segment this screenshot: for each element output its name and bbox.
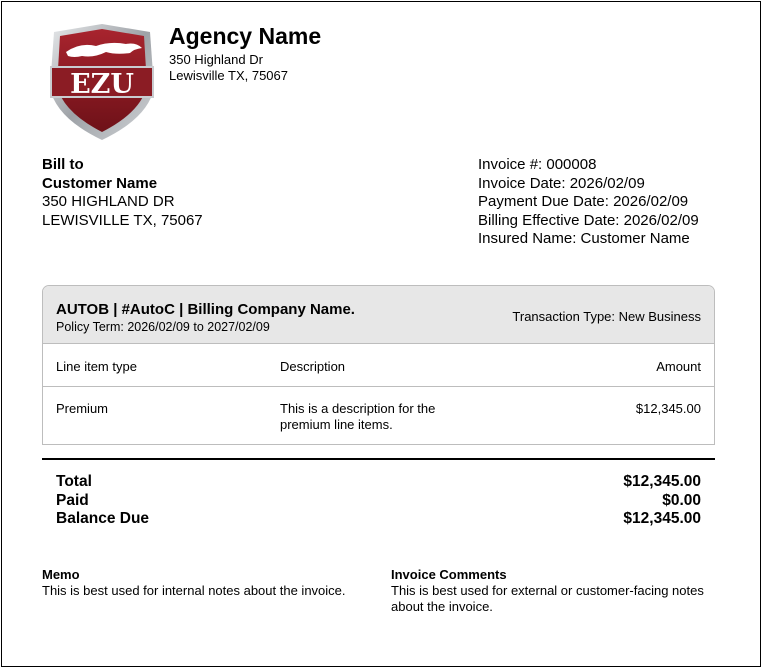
row-divider [43, 386, 714, 387]
totals-divider [42, 458, 715, 460]
policy-title: AUTOB | #AutoC | Billing Company Name. [56, 301, 355, 318]
line-item-type: Premium [56, 401, 109, 416]
line-item-description: This is a description for the premium line items. [280, 401, 436, 432]
memo-block [42, 567, 346, 599]
balance-due-label: Balance Due [56, 510, 150, 527]
invoice-comments-line2: about the invoice. [391, 599, 493, 614]
invoice-comments-block [391, 567, 704, 615]
paid-label: Paid [56, 492, 89, 509]
total-value: $12,345.00 [623, 473, 701, 490]
bill-to-block [42, 156, 203, 230]
invoice-comments-line1: This is best used for external or customer-facing notes [391, 583, 704, 598]
balance-due-value: $12,345.00 [623, 510, 701, 527]
column-header-description: Description [280, 359, 346, 374]
customer-address-line2: LEWISVILLE TX, 75067 [42, 211, 203, 229]
policy-header [43, 286, 714, 344]
customer-address-line1: 350 HIGHLAND DR [42, 193, 175, 210]
bill-to-heading: Bill to [42, 156, 84, 173]
memo-text: This is best used for internal notes about the invoice. [42, 583, 346, 598]
invoice-number: Invoice #: 000008 [478, 156, 597, 173]
policy-card [42, 285, 715, 445]
insured-name: Insured Name: Customer Name [478, 230, 690, 247]
column-header-line-item-type: Line item type [56, 359, 137, 374]
payment-due-date: Payment Due Date: 2026/02/09 [478, 193, 689, 210]
total-label: Total [56, 473, 92, 490]
line-item-amount: $12,345.00 [635, 401, 701, 416]
policy-term: Policy Term: 2026/02/09 to 2027/02/09 [56, 320, 270, 334]
memo-title: Memo [42, 567, 80, 582]
invoice-details [478, 156, 699, 249]
column-header-amount: Amount [656, 359, 701, 374]
transaction-type: Transaction Type: New Business [512, 309, 701, 324]
invoice-date: Invoice Date: 2026/02/09 [478, 174, 645, 192]
agency-address-line2: Lewisville TX, 75067 [169, 68, 288, 83]
paid-value: $0.00 [662, 492, 701, 509]
customer-name: Customer Name [42, 174, 158, 192]
agency-name: Agency Name [169, 23, 322, 49]
billing-effective-date: Billing Effective Date: 2026/02/09 [478, 211, 699, 229]
svg-text:EZU: EZU [70, 69, 134, 100]
invoice-comments-title: Invoice Comments [391, 567, 507, 582]
agency-address-line1: 350 Highland Dr [169, 52, 263, 67]
agency-logo [44, 22, 160, 142]
